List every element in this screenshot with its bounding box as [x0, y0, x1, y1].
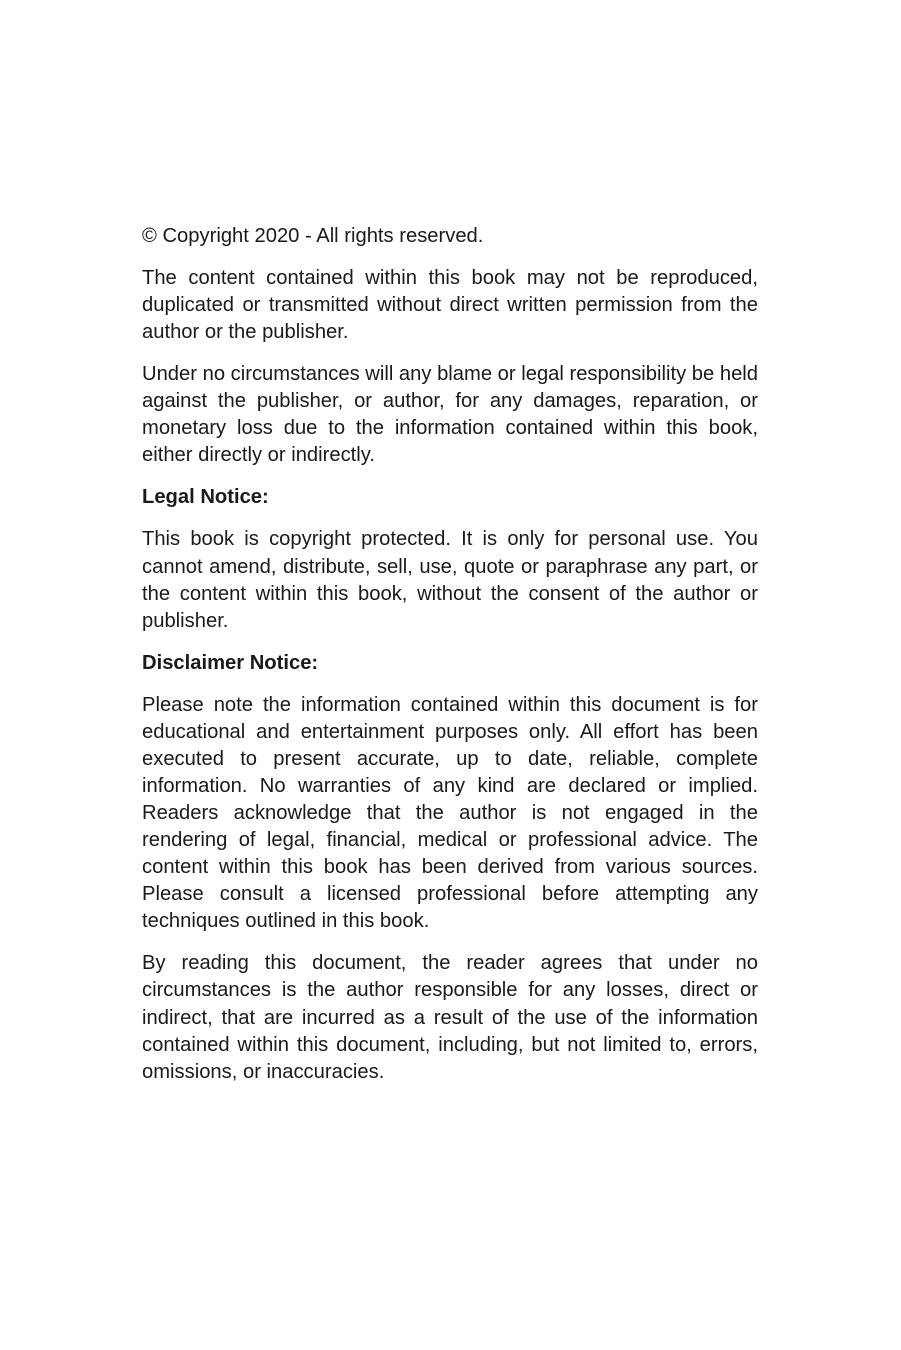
copyright-page-content [142, 223, 758, 1101]
disclaimer-notice-heading: Disclaimer Notice: [142, 651, 319, 674]
copyright-line: © Copyright 2020 - All rights reserved. [142, 225, 484, 247]
agreement-paragraph: By reading this document, the reader agrees that under no circumstances is the author responsible for any losses, direct or indirect, that are incurred as a result of the use of the information contained within this document, including, but not limited to, errors, omissions, or inaccuracies. [142, 952, 758, 1083]
legal-notice-heading: Legal Notice: [142, 486, 269, 509]
reproduction-paragraph: The content contained within this book may not be reproduced, duplicated or transmitted without direct written permission from the author or the publisher. [142, 266, 758, 344]
disclaimer-notice-paragraph: Please note the information contained within this document is for educational and entertainment purposes only. All effort has been executed to present accurate, up to date, reliable, complete information. No warranties of any kind are declared or implied. Readers acknowledge that the author is not engaged in the rendering of legal, financial, medical or professional advice. The content within this book has been derived from various sources. Please consult a licensed professional before attempting any techniques outlined in this book. [142, 693, 758, 933]
liability-paragraph: Under no circumstances will any blame or legal responsibility be held against the publisher, or author, for any damages, reparation, or monetary loss due to the information contained within this book, either directly or indirectly. [142, 363, 759, 467]
legal-notice-paragraph: This book is copyright protected. It is only for personal use. You cannot amend, distribute, sell, use, quote or paraphrase any part, or the content within this book, without the consent of the author or publisher. [142, 528, 758, 632]
